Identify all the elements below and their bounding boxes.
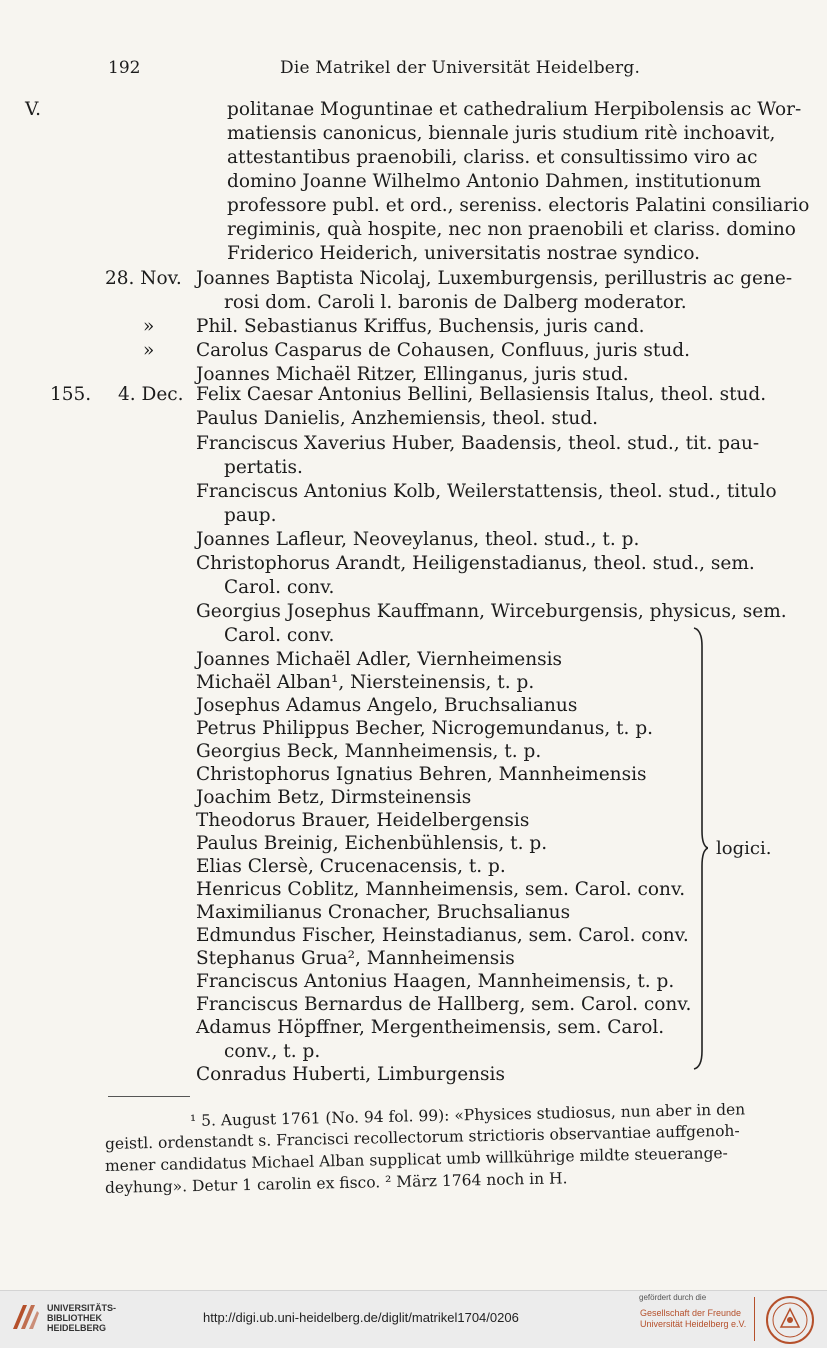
library-name: UNIVERSITÄTS- BIBLIOTHEK HEIDELBERG [47,1303,117,1333]
sponsor-name: Gesellschaft der Freunde Universität Heidelberg e.V. [640,1308,747,1329]
entry-line [0,218,827,242]
entry-text: Franciscus Antonius Kolb, Weilerstattensis, theol. stud., titulo [196,481,777,502]
entry-text: Joannes Michaël Ritzer, Ellinganus, juris stud. [196,364,629,385]
entry-line [0,576,827,600]
entry-text: rosi dom. Caroli l. baronis de Dalberg moderator. [224,292,687,313]
entry-text: Friderico Heiderich, universitatis nostrae syndico. [227,243,701,264]
entry-line [0,242,827,266]
entry-line [0,146,827,170]
entry-text: Christophorus Arandt, Heiligenstadianus, theol. stud., sem. [196,553,755,574]
page-header [0,58,827,84]
entry-line [0,528,827,552]
entry-text: Josephus Adamus Angelo, Bruchsalianus [196,695,578,716]
entry-text: Franciscus Xaverius Huber, Baadensis, theol. stud., tit. pau- [196,433,760,454]
entry-line [0,339,827,363]
entry-text: Joannes Baptista Nicolaj, Luxemburgensis, perillustris ac gene- [196,268,793,289]
entry-text: Franciscus Antonius Haagen, Mannheimensis, t. p. [196,971,675,992]
university-seal-icon [764,1295,816,1345]
entry-text: Michaël Alban¹, Niersteinensis, t. p. [196,672,535,693]
entry-text: professore publ. et ord., sereniss. electoris Palatini consiliario [227,195,810,216]
entry-text: Phil. Sebastianus Kriffus, Buchensis, juris cand. [196,316,645,337]
entry-line [0,552,827,576]
entry-date: 28. Nov. [105,268,182,289]
entry-line [0,267,827,291]
entry-text: Theodorus Brauer, Heidelbergensis [196,810,530,831]
entry-text: Carolus Casparus de Cohausen, Confluus, juris stud. [196,340,690,361]
footer-divider [754,1297,755,1341]
entry-text: pertatis. [224,457,303,478]
entry-text: domino Joanne Wilhelmo Antonio Dahmen, institutionum [227,171,762,192]
entry-line [0,504,827,528]
footnote-line: geistl. ordenstandt s. Francisci recollectorum strictioris observantiae auffgenoh- [104,1121,740,1153]
footer-bar [0,1290,827,1348]
entry-text: matiensis canonicus, biennale juris studium ritè inchoavit, [227,123,776,144]
entry-line [0,194,827,218]
ditto-mark: » [143,316,155,337]
entry-text: regiminis, quà hospite, nec non praenobili et clariss. domino [227,219,796,240]
page-number: 192 [108,58,141,78]
entry-text: Carol. conv. [224,625,335,646]
entry-date: 4. Dec. [118,384,184,405]
entry-text: Franciscus Bernardus de Hallberg, sem. Carol. conv. [196,994,692,1015]
library-logo-icon [10,1301,40,1333]
entry-text: conv., t. p. [224,1041,321,1062]
entry-text: Petrus Philippus Becher, Nicrogemundanus, t. p. [196,718,654,739]
footnote-line: mener candidatus Michael Alban supplicat umb willkührige mildte steuerange- [104,1143,729,1175]
brace-label: logici. [716,838,772,859]
running-title: Die Matrikel der Universität Heidelberg. [280,58,641,78]
entry-line [0,432,827,456]
entry-text: Paulus Breinig, Eichenbühlensis, t. p. [196,833,548,854]
entry-text: Christophorus Ignatius Behren, Mannheimensis [196,764,647,785]
entry-text: Stephanus Grua², Mannheimensis [196,948,515,969]
entry-text: politanae Moguntinae et cathedralium Herpibolensis ac Wor- [227,99,802,120]
entry-text: paup. [224,505,277,526]
entry-line [0,600,827,624]
footnote-line: ¹ 5. August 1761 (No. 94 fol. 99): «Physices studiosus, nun aber in den [189,1100,746,1130]
entry-line [0,170,827,194]
entry-line [0,291,827,315]
ditto-mark: » [143,340,155,361]
footnote-rule [108,1096,190,1097]
entry-text: Adamus Höpffner, Mergentheimensis, sem. Carol. [196,1017,665,1038]
entry-text: attestantibus praenobili, clariss. et consultissimo viro ac [227,147,758,168]
footnote-line: deyhung». Detur 1 carolin ex fisco. ² März 1764 noch in H. [104,1169,568,1197]
permalink[interactable]: http://digi.ub.uni-heidelberg.de/diglit/matrikel1704/0206 [203,1310,519,1325]
entry-text: Felix Caesar Antonius Bellini, Bellasiensis Italus, theol. stud. [196,384,767,405]
sponsor-label: gefördert durch die [639,1293,707,1302]
entry-number: 155. [50,384,92,405]
entry-text: Joachim Betz, Dirmsteinensis [196,787,472,808]
entry-text: Edmundus Fischer, Heinstadianus, sem. Carol. conv. [196,925,689,946]
volume-marker: V. [25,99,42,120]
entry-line [0,480,827,504]
entry-text: Henricus Coblitz, Mannheimensis, sem. Carol. conv. [196,879,686,900]
entry-text: Elias Clersè, Crucenacensis, t. p. [196,856,506,877]
entry-text: Paulus Danielis, Anzhemiensis, theol. stud. [196,408,599,429]
entry-line [0,383,827,407]
entry-text: Joannes Michaël Adler, Viernheimensis [196,649,563,670]
entry-text: Maximilianus Cronacher, Bruchsalianus [196,902,571,923]
entry-line [0,407,827,431]
entry-line [0,98,827,122]
entry-line [0,122,827,146]
entry-line [0,315,827,339]
entry-text: Conradus Huberti, Limburgensis [196,1064,505,1085]
entry-text: Georgius Beck, Mannheimensis, t. p. [196,741,542,762]
entry-line [0,456,827,480]
entry-text: Carol. conv. [224,577,335,598]
entry-text: Joannes Lafleur, Neoveylanus, theol. stud., t. p. [196,529,640,550]
entry-text: Georgius Josephus Kauffmann, Wirceburgensis, physicus, sem. [196,601,787,622]
curly-brace [692,626,708,1071]
